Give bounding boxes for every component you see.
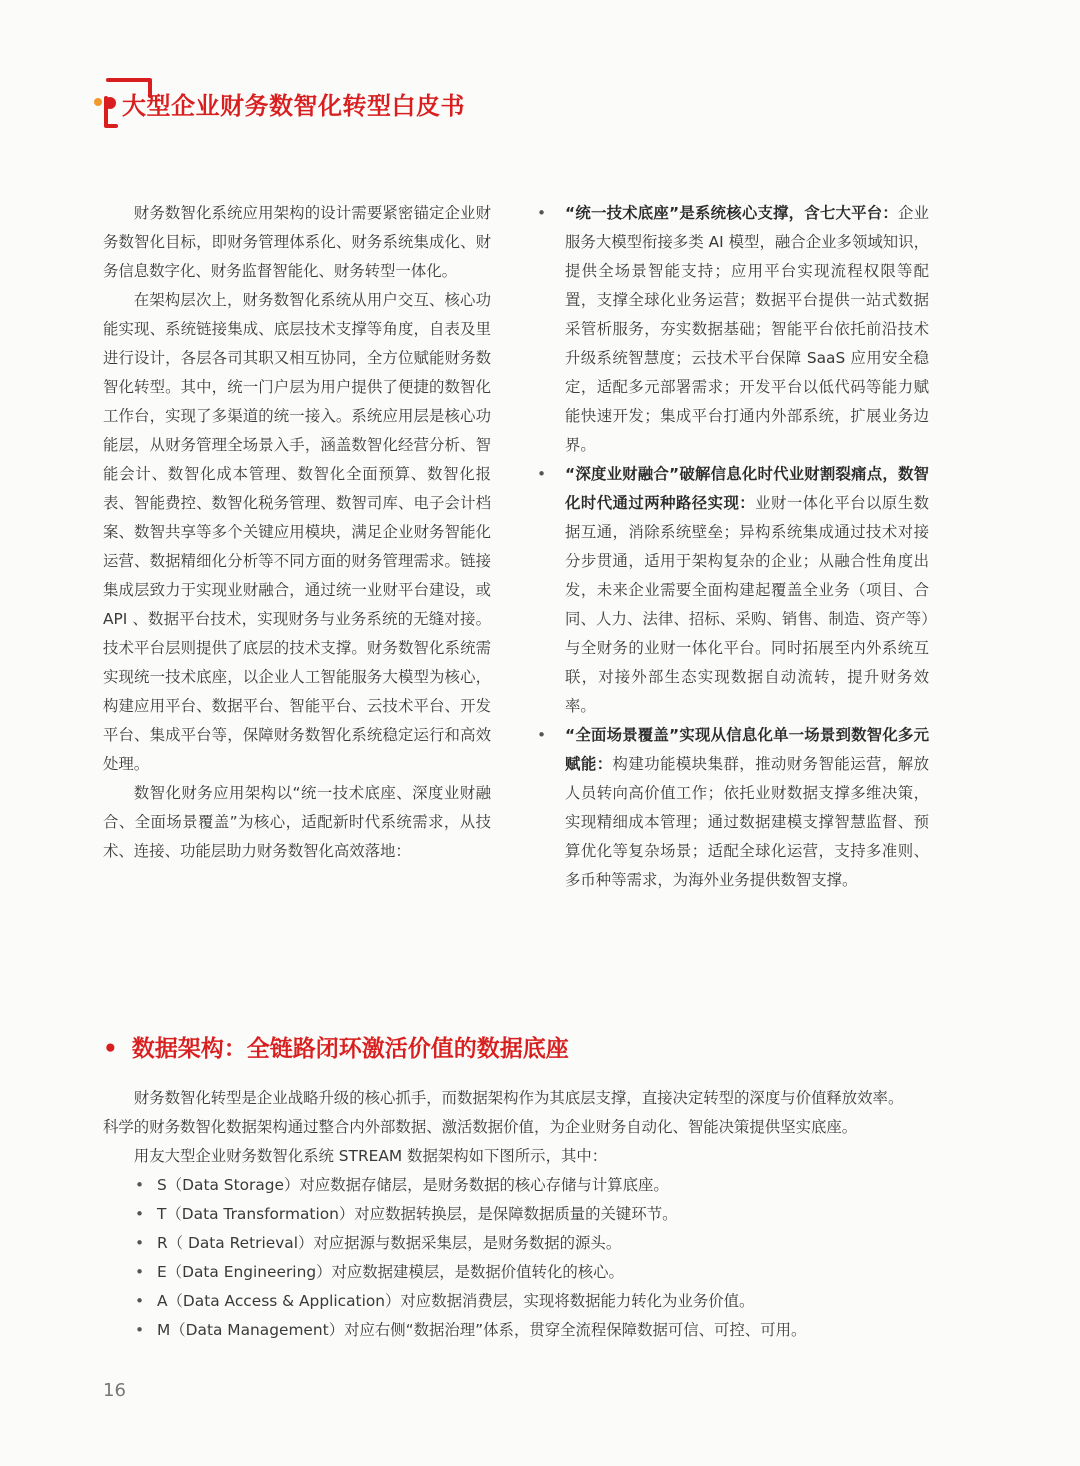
section-intro-2: 科学的财务数智化数据架构通过整合内外部数据、激活数据价值，为企业财务自动化、智能决策提供坚实底座。 [103, 1118, 858, 1136]
bullet-icon: • [135, 1234, 145, 1252]
stream-list-item: • T（Data Transformation）对应数据转换层，是保障数据质量的关键环节。 [103, 1200, 933, 1229]
section-body [103, 1084, 933, 1345]
stream-list-item: • A（Data Access & Application）对应数据消费层，实现将数据能力转化为业务价值。 [103, 1287, 933, 1316]
bullet-heading: “统一技术底座”是系统核心支撑，含七大平台： [565, 204, 898, 222]
platform-bullet-item [537, 199, 929, 460]
stream-list-item: • S（Data Storage）对应数据存储层，是财务数据的核心存储与计算底座。 [103, 1171, 933, 1200]
bullet-heading: “全面场景覆盖”实现从信息化单一场景到数智化多元赋能： [565, 726, 929, 773]
section-heading-text: 数据架构：全链路闭环激活价值的数据底座 [131, 1036, 569, 1062]
bullet-icon: • [537, 726, 547, 744]
left-paragraph-2: 在架构层次上，财务数智化系统从用户交互、核心功能实现、系统链接集成、底层技术支撑等角度，自表及里进行设计，各层各司其职又相互协同，全方位赋能财务数智化转型。其中，统一门户层为用户提供了便捷的数智化工作台，实现了多渠道的统一接入。系统应用层是核心功能层，从财务管理全场景入手，涵盖数智化经营分析、智能会计、数智化成本管理、数智化全面预算、数智化报表、智能费控、数智化税务管理、数智司库、电子会计档案、数智共享等多个关键应用模块，满足企业财务智能化运营、数据精细化分析等不同方面的财务管理需求。链接集成层致力于实现业财融合，通过统一业财平台建设，或 API 、数据平台技术，实现财务与业务系统的无缝对接。技术平台层则提供了底层的技术支撑。财务数智化系统需实现统一技术底座，以企业人工智能服务大模型为核心，构建应用平台、数据平台、智能平台、云技术平台、开发平台、集成平台等，保障财务数智化系统稳定运行和高效处理。 [103, 291, 491, 773]
stream-list-item: • M（Data Management）对应右侧“数据治理”体系，贯穿全流程保障数据可信、可控、可用。 [103, 1316, 933, 1345]
heading-bullet-icon: • [103, 1036, 118, 1062]
stream-list [103, 1171, 933, 1345]
stream-list-item: • R（ Data Retrieval）对应据源与数据采集层，是财务数据的源头。 [103, 1229, 933, 1258]
stream-list-item: • E（Data Engineering）对应数据建模层，是数据价值转化的核心。 [103, 1258, 933, 1287]
section-intro-1: 财务数智化转型是企业战略升级的核心抓手，而数据架构作为其底层支撑，直接决定转型的深度与价值释放效率。 [133, 1089, 904, 1107]
left-paragraph-1: 财务数智化系统应用架构的设计需要紧密锚定企业财务数智化目标，即财务管理体系化、财务系统集成化、财务信息数字化、财务监督智能化、财务转型一体化。 [103, 204, 491, 280]
left-paragraph-3: 数智化财务应用架构以“统一技术底座、深度业财融合、全面场景覆盖”为核心，适配新时代系统需求，从技术、连接、功能层助力财务数智化高效落地： [103, 784, 491, 860]
bullet-text: 企业服务大模型衔接多类 AI 模型，融合企业多领域知识，提供全场景智能支持；应用平台实现流程权限等配置，支撑全球化业务运营；数据平台提供一站式数据采管析服务，夯实数据基础；智能平台依托前沿技术升级系统智慧度；云技术平台保障 SaaS 应用安全稳定，适配多元部署需求；开发平台以低代码等能力赋能快速开发；集成平台打通内外部系统，扩展业务边界。 [565, 204, 929, 454]
bullet-icon: • [135, 1263, 145, 1281]
page-number: 16 [103, 1380, 126, 1401]
bullet-icon: • [135, 1321, 145, 1339]
section-heading [103, 1030, 569, 1063]
right-column [537, 199, 929, 895]
document-header-title: 大型企业财务数智化转型白皮书 [122, 92, 465, 120]
bullet-text: 构建功能模块集群，推动财务智能运营，解放人员转向高价值工作；依托业财数据支撑多维决策，实现精细成本管理；通过数据建模支撑智慧监督、预算优化等复杂场景；适配全球化运营，支持多准则、多币种等需求，为海外业务提供数智支撑。 [565, 755, 929, 889]
scenario-bullet-item [537, 721, 929, 895]
left-column [103, 199, 491, 866]
bullet-icon: • [537, 204, 547, 222]
bullet-heading: “深度业财融合”破解信息化时代业财割裂痛点，数智化时代通过两种路径实现： [565, 465, 929, 512]
bullet-icon: • [135, 1292, 145, 1310]
bullet-icon: • [135, 1176, 145, 1194]
bullet-icon: • [135, 1205, 145, 1223]
bullet-text: 业财一体化平台以原生数据互通，消除系统壁垒；异构系统集成通过技术对接分步贯通，适用于架构复杂的企业；从融合性角度出发，未来企业需要全面构建起覆盖全业务（项目、合同、人力、法律、招标、采购、销售、制造、资产等）与全财务的业财一体化平台。同时拓展至内外系统互联，对接外部生态实现数据自动流转，提升财务效率。 [565, 494, 929, 715]
integration-bullet-item [537, 460, 929, 721]
bullet-icon: • [537, 465, 547, 483]
section-intro-3: 用友大型企业财务数智化系统 STREAM 数据架构如下图所示，其中： [133, 1147, 608, 1165]
